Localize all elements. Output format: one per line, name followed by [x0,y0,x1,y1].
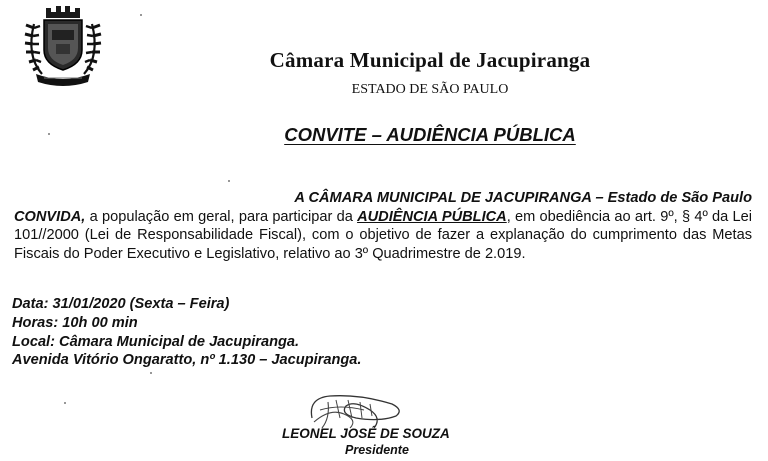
event-name: AUDIÊNCIA PÚBLICA [357,208,507,225]
event-time: Horas: 10h 00 min [12,314,138,331]
invitation-text-b: , em obediência ao art. 9º, § 4º da Lei 101//2000 (Lei de Responsabilidade Fiscal), com o objetivo de fazer a explanação do cumprimento das Metas Fiscais do Poder Executivo e Legislativo, relativo ao 3º Quadrimestre de 2.019. [14,208,752,262]
signer-name: LEONEL JOSÉ DE SOUZA [282,426,450,441]
document-title: CONVITE – AUDIÊNCIA PÚBLICA [284,124,576,145]
invitation-text-a: a população em geral, para participar da [85,208,358,225]
organization-state: ESTADO DE SÃO PAULO [351,82,509,97]
scan-speck [150,372,152,374]
scan-speck [64,402,66,404]
scan-speck [228,180,230,182]
scan-speck [48,133,50,135]
organization-name: Câmara Municipal de Jacupiranga [269,48,591,72]
municipal-coat-of-arms-icon [22,4,104,88]
invitation-lead: A CÂMARA MUNICIPAL DE JACUPIRANGA – Estado de São Paulo [294,190,752,206]
invitation-paragraph [14,189,752,263]
invitation-verb: CONVIDA, [14,208,86,225]
event-date: Data: 31/01/2020 (Sexta – Feira) [12,296,230,312]
scan-speck [140,14,142,16]
event-details [12,295,361,370]
signer-role: Presidente [345,443,409,457]
event-address: Avenida Vitório Ongaratto, nº 1.130 – Jacupiranga. [12,352,362,369]
event-place: Local: Câmara Municipal de Jacupiranga. [12,333,300,350]
